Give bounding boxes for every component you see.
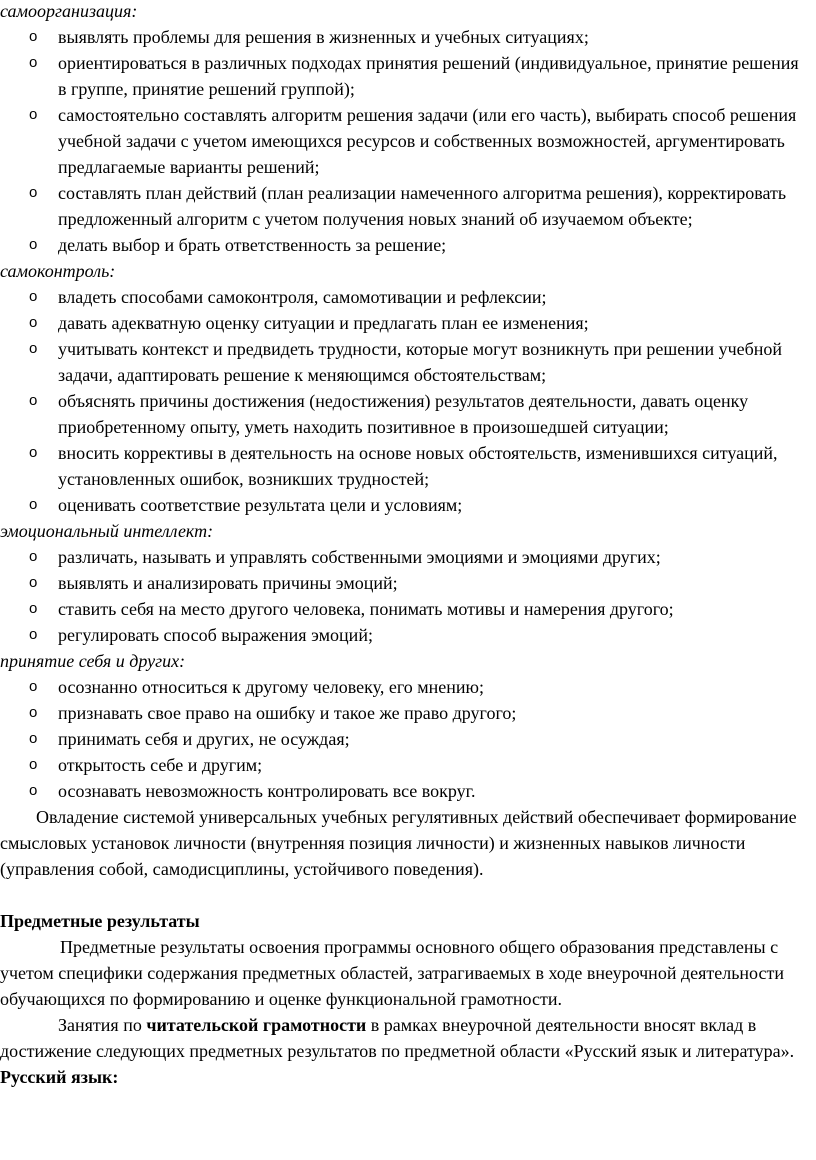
list-item: o учитывать контекст и предвидеть трудности, которые могут возникнуть при решении учебной задачи, адаптировать решение к меняющимся обстоятельствам; [0, 336, 800, 388]
bullet-marker: o [29, 756, 38, 773]
bullet-list [0, 544, 800, 648]
list-item: o регулировать способ выражения эмоций; [0, 622, 800, 648]
bullet-list [0, 284, 800, 518]
bullet-marker: o [29, 496, 38, 513]
bullet-marker: o [29, 106, 38, 123]
list-item: o самостоятельно составлять алгоритм решения задачи (или его часть), выбирать способ решения учебной задачи с учетом имеющихся ресурсов и собственных возможностей, аргументировать предлагаемые варианты решений; [0, 102, 800, 180]
bullet-marker: o [29, 54, 38, 71]
russian-language-heading: Русский язык: [0, 1067, 119, 1087]
group-title: принятие себя и других: [0, 651, 186, 671]
list-item: o выявлять проблемы для решения в жизненных и учебных ситуациях; [0, 24, 800, 50]
group-emotional-intelligence [0, 518, 800, 648]
group-acceptance [0, 648, 800, 804]
bullet-marker: o [29, 236, 38, 253]
bullet-marker: o [29, 574, 38, 591]
subject-results-heading: Предметные результаты [0, 911, 200, 931]
list-item: o осознавать невозможность контролировать все вокруг. [0, 778, 800, 804]
list-item: o составлять план действий (план реализации намеченного алгоритма решения), корректировать предложенный алгоритм с учетом получения новых знаний об изучаемом объекте; [0, 180, 800, 232]
bullet-marker: o [29, 704, 38, 721]
bullet-marker: o [29, 444, 38, 461]
bullet-list [0, 674, 800, 804]
bullet-marker: o [29, 548, 38, 565]
bullet-marker: o [29, 28, 38, 45]
subject-intro-paragraph: Предметные результаты освоения программы основного общего образования представлены с учетом специфики содержания предметных областей, затрагиваемых в ходе внеурочной деятельности обучающихся по формированию и оценке функциональной грамотности. [0, 937, 784, 1009]
list-item: o оценивать соответствие результата цели и условиям; [0, 492, 800, 518]
list-item: o выявлять и анализировать причины эмоций; [0, 570, 800, 596]
bullet-marker: o [29, 184, 38, 201]
bullet-marker: o [29, 730, 38, 747]
group-title: эмоциональный интеллект: [0, 521, 214, 541]
bullet-marker: o [29, 314, 38, 331]
bullet-marker: o [29, 600, 38, 617]
bullet-marker: o [29, 392, 38, 409]
list-item: o ориентироваться в различных подходах принятия решений (индивидуальное, принятие решения в группе, принятие решений группой); [0, 50, 800, 102]
group-self-organization [0, 0, 800, 258]
group-title: самоконтроль: [0, 261, 116, 281]
bullet-marker: o [29, 288, 38, 305]
list-item: o ставить себя на место другого человека, понимать мотивы и намерения другого; [0, 596, 800, 622]
list-item: o делать выбор и брать ответственность за решение; [0, 232, 800, 258]
list-item: o осознанно относиться к другому человеку, его мнению; [0, 674, 800, 700]
bullet-marker: o [29, 626, 38, 643]
group-title: самоорганизация: [0, 1, 138, 21]
bullet-marker: o [29, 678, 38, 695]
bullet-marker: o [29, 340, 38, 357]
bullet-list [0, 24, 800, 258]
group-self-control [0, 258, 800, 518]
list-item: o вносить коррективы в деятельность на основе новых обстоятельств, изменившихся ситуаций, установленных ошибок, возникших трудностей; [0, 440, 800, 492]
list-item: o различать, называть и управлять собственными эмоциями и эмоциями других; [0, 544, 800, 570]
reading-literacy-paragraph: Занятия по читательской грамотности в рамках внеурочной деятельности вносят вклад в достижение следующих предметных результатов по предметной области «Русский язык и литература». [0, 1015, 795, 1061]
list-item: o открытость себе и другим; [0, 752, 800, 778]
reading-literacy-term: читательской грамотности [146, 1015, 367, 1035]
list-item: o принимать себя и других, не осуждая; [0, 726, 800, 752]
list-item: o давать адекватную оценку ситуации и предлагать план ее изменения; [0, 310, 800, 336]
bullet-marker: o [29, 782, 38, 799]
list-item: o объяснять причины достижения (недостижения) результатов деятельности, давать оценку приобретенному опыту, уметь находить позитивное в произошедшей ситуации; [0, 388, 800, 440]
list-item: o признавать свое право на ошибку и такое же право другого; [0, 700, 800, 726]
list-item: o владеть способами самоконтроля, самомотивации и рефлексии; [0, 284, 800, 310]
summary-paragraph: Овладение системой универсальных учебных регулятивных действий обеспечивает формирование смысловых установок личности (внутренняя позиция личности) и жизненных навыков личности (управления собой, самодисциплины, устойчивого поведения). [0, 807, 797, 879]
